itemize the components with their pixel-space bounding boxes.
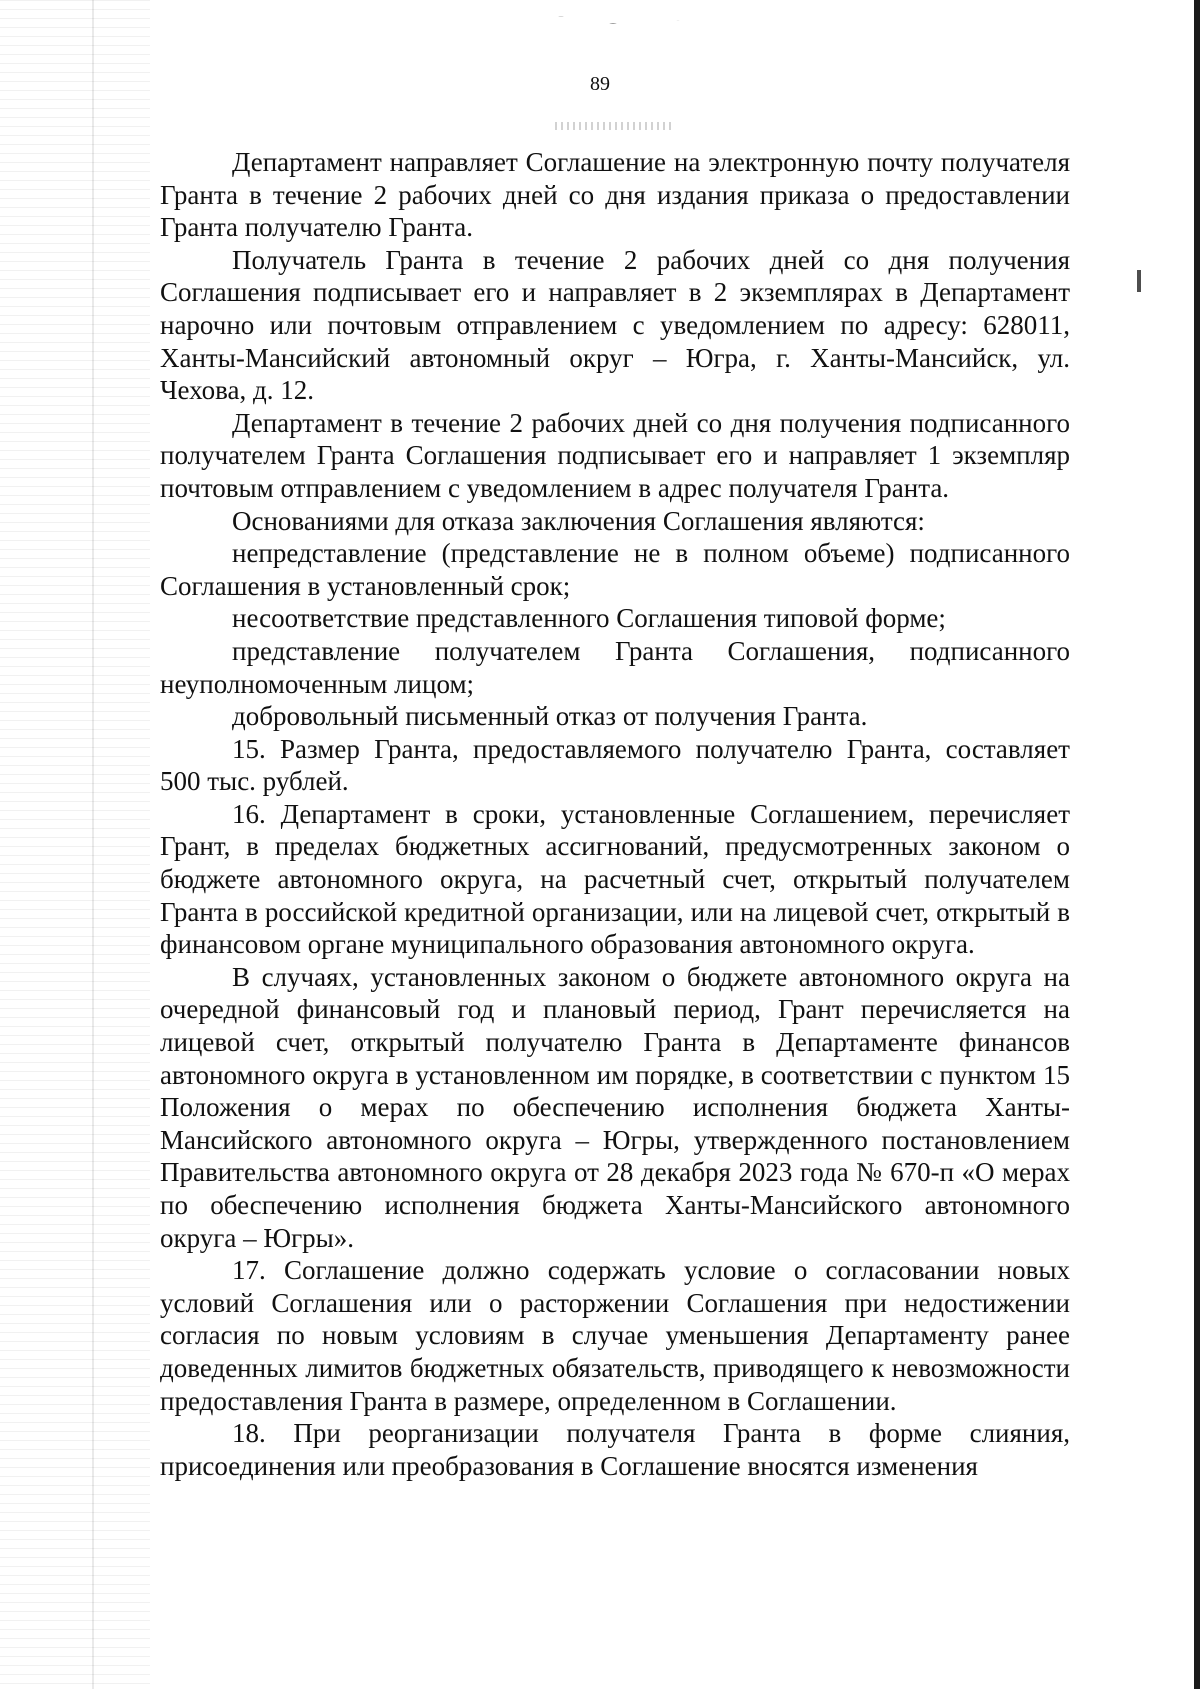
scan-artifact-left-edge: [0, 0, 150, 1689]
paragraph: Департамент направляет Соглашение на электронную почту получателя Гранта в течение 2 рабочих дней со дня издания приказа о предоставлении Гранта получателю Гранта.: [160, 147, 1070, 243]
scan-artifact-right-mark: [1137, 270, 1141, 292]
paragraph: Департамент в течение 2 рабочих дней со дня получения подписанного получателем Гранта Соглашения подписывает его и направляет 1 экземпляр почтовым отправлением с уведомлением в адрес получателя Гранта.: [160, 407, 1070, 503]
scan-artifact-right-edge: [1194, 0, 1200, 1689]
paragraph-item-18: 18. При реорганизации получателя Гранта в форме слияния, присоединения или преобразования в Соглашение вносятся изменения: [160, 1418, 1070, 1481]
scan-artifact-top: [470, 8, 730, 30]
page-number: 89: [590, 73, 610, 95]
paragraph-item-15: 15. Размер Гранта, предоставляемого получателю Гранта, составляет 500 тыс. рублей.: [160, 733, 1070, 797]
paragraph: непредставление (представление не в полном объеме) подписанного Соглашения в установленный срок;: [160, 538, 1070, 601]
paragraph: добровольный письменный отказ от получения Гранта.: [232, 701, 868, 732]
paragraph-item-17: 17. Соглашение должно содержать условие о согласовании новых условий Соглашения или о расторжении Соглашения при недостижении согласия по новым условиям в случае уменьшения Департаменту ранее доведенных лимитов бюджетных обязательств, приводящего к невозможности предоставления Гранта в размере, определенном в Соглашении.: [160, 1255, 1070, 1416]
paragraph: представление получателем Гранта Соглашения, подписанного неуполномоченным лицом;: [160, 635, 1070, 699]
paragraph: В случаях, установленных законом о бюджете автономного округа на очередной финансовый год и плановый период, Грант перечисляется на лицевой счет, открытый получателю Гранта в Департаменте финансов автономного округа в установленном им порядке, в соответствии с пунктом 15 Положения о мерах по обеспечению исполнения бюджета Ханты-Мансийского автономного округа – Югры, утвержденного постановлением Правительства автономного округа от 28 декабря 2023 года № 670-п «О мерах по обеспечению исполнения бюджета Ханты-Мансийского автономного округа – Югры».: [160, 961, 1070, 1253]
paragraph: Основаниями для отказа заключения Соглашения являются:: [232, 505, 925, 536]
paragraph: Получатель Гранта в течение 2 рабочих дней со дня получения Соглашения подписывает его и направляет в 2 экземплярах в Департамент нарочно или почтовым отправлением с уведомлением по адресу: 628011, Ханты-Мансийский автономный округ – Югра, г. Ханты-Мансийск, ул. Чехова, д. 12.: [160, 244, 1070, 406]
scan-artifact-under-number: [555, 122, 675, 130]
paragraph-item-16: 16. Департамент в сроки, установленные Соглашением, перечисляет Грант, в пределах бюджетных ассигнований, предусмотренных законом о бюджете автономного округа, на расчетный счет, открытый получателем Гранта в российской кредитной организации, или на лицевой счет, открытый в финансовом органе муниципального образования автономного округа.: [160, 798, 1070, 960]
document-body: [160, 146, 1070, 1482]
paragraph: несоответствие представленного Соглашения типовой форме;: [232, 603, 946, 634]
